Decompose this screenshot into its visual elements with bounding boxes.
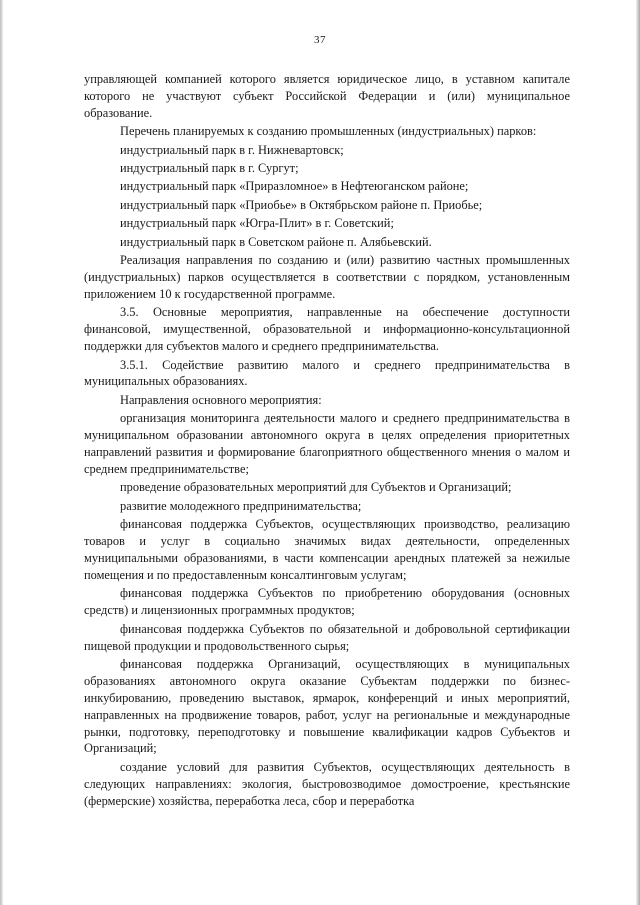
paragraph: Реализация направления по созданию и (или) развитию частных промышленных (индустриальных) парков осуществляется в соответствии с порядком, установленным приложением 10 к государственной программе. <box>84 253 570 301</box>
paragraph: финансовая поддержка Субъектов по обязательной и добровольной сертификации пищевой продукции и продовольственного сырья; <box>84 621 570 653</box>
paragraph: создание условий для развития Субъектов, осуществляющих деятельность в следующих направлениях: экология, быстровозводимое домостроение, крестьянские (фермерские) хозяйства, переработка леса, сбор и переработка <box>84 759 570 808</box>
page-number: 37 <box>314 34 326 46</box>
paragraph: организация мониторинга деятельности малого и среднего предпринимательства в муниципальном образовании автономного округа в целях определения приоритетных направлений развития и формирование благоприятного общественного мнения о малом и среднем предпринимательстве; <box>84 411 570 476</box>
paragraph: проведение образовательных мероприятий для Субъектов и Организаций; <box>120 480 512 495</box>
paragraph: финансовая поддержка Субъектов, осуществляющих производство, реализацию товаров и услуг в социально значимых видах деятельности, определенных муниципальными образованиями, в части компенсации арендных платежей за нежилые помещения и по предоставленным консалтинговым услугам; <box>84 517 570 582</box>
paragraph: индустриальный парк «Югра-Плит» в г. Советский; <box>120 216 394 231</box>
paragraph: развитие молодежного предпринимательства; <box>120 498 362 513</box>
paragraph: финансовая поддержка Субъектов по приобретению оборудования (основных средств) и лицензионных программных продуктов; <box>84 586 570 618</box>
paragraph: Направления основного мероприятия: <box>120 392 322 407</box>
paragraph: индустриальный парк «Приразломное» в Нефтеюганском районе; <box>120 179 469 194</box>
paragraph: финансовая поддержка Организаций, осуществляющих в муниципальных образованиях автономного округа оказание Субъектам поддержки по бизнес-инкубированию, проведению выставок, ярмарок, конференций и иных мероприятий, направленных на продвижение товаров, работ, услуг на региональные и международные рынки, подготовку, переподготовку и повышение квалификации кадров Субъектов и Организаций; <box>84 656 570 756</box>
paragraph: Перечень планируемых к созданию промышленных (индустриальных) парков: <box>120 124 537 139</box>
paragraph: 3.5. Основные мероприятия, направленные на обеспечение доступности финансовой, имущественной, образовательной и информационно-консультационной поддержки для субъектов малого и среднего предпринимательства. <box>84 305 570 354</box>
scan-edge-left <box>0 0 3 905</box>
paragraph: управляющей компанией которого является юридическое лицо, в уставном капитале которого не участвуют субъект Российской Федерации и (или) муниципальное образование. <box>84 72 570 120</box>
paragraph: 3.5.1. Содействие развитию малого и среднего предпринимательства в муниципальных образованиях. <box>84 357 570 389</box>
paragraph: индустриальный парк в Советском районе п. Алябьевский. <box>120 234 432 249</box>
paragraph: индустриальный парк «Приобье» в Октябрьском районе п. Приобье; <box>120 197 483 212</box>
scan-edge-right <box>636 0 640 905</box>
paragraph: индустриальный парк в г. Нижневартовск; <box>120 142 344 157</box>
paragraph: индустриальный парк в г. Сургут; <box>120 161 299 176</box>
document-body <box>84 71 570 810</box>
